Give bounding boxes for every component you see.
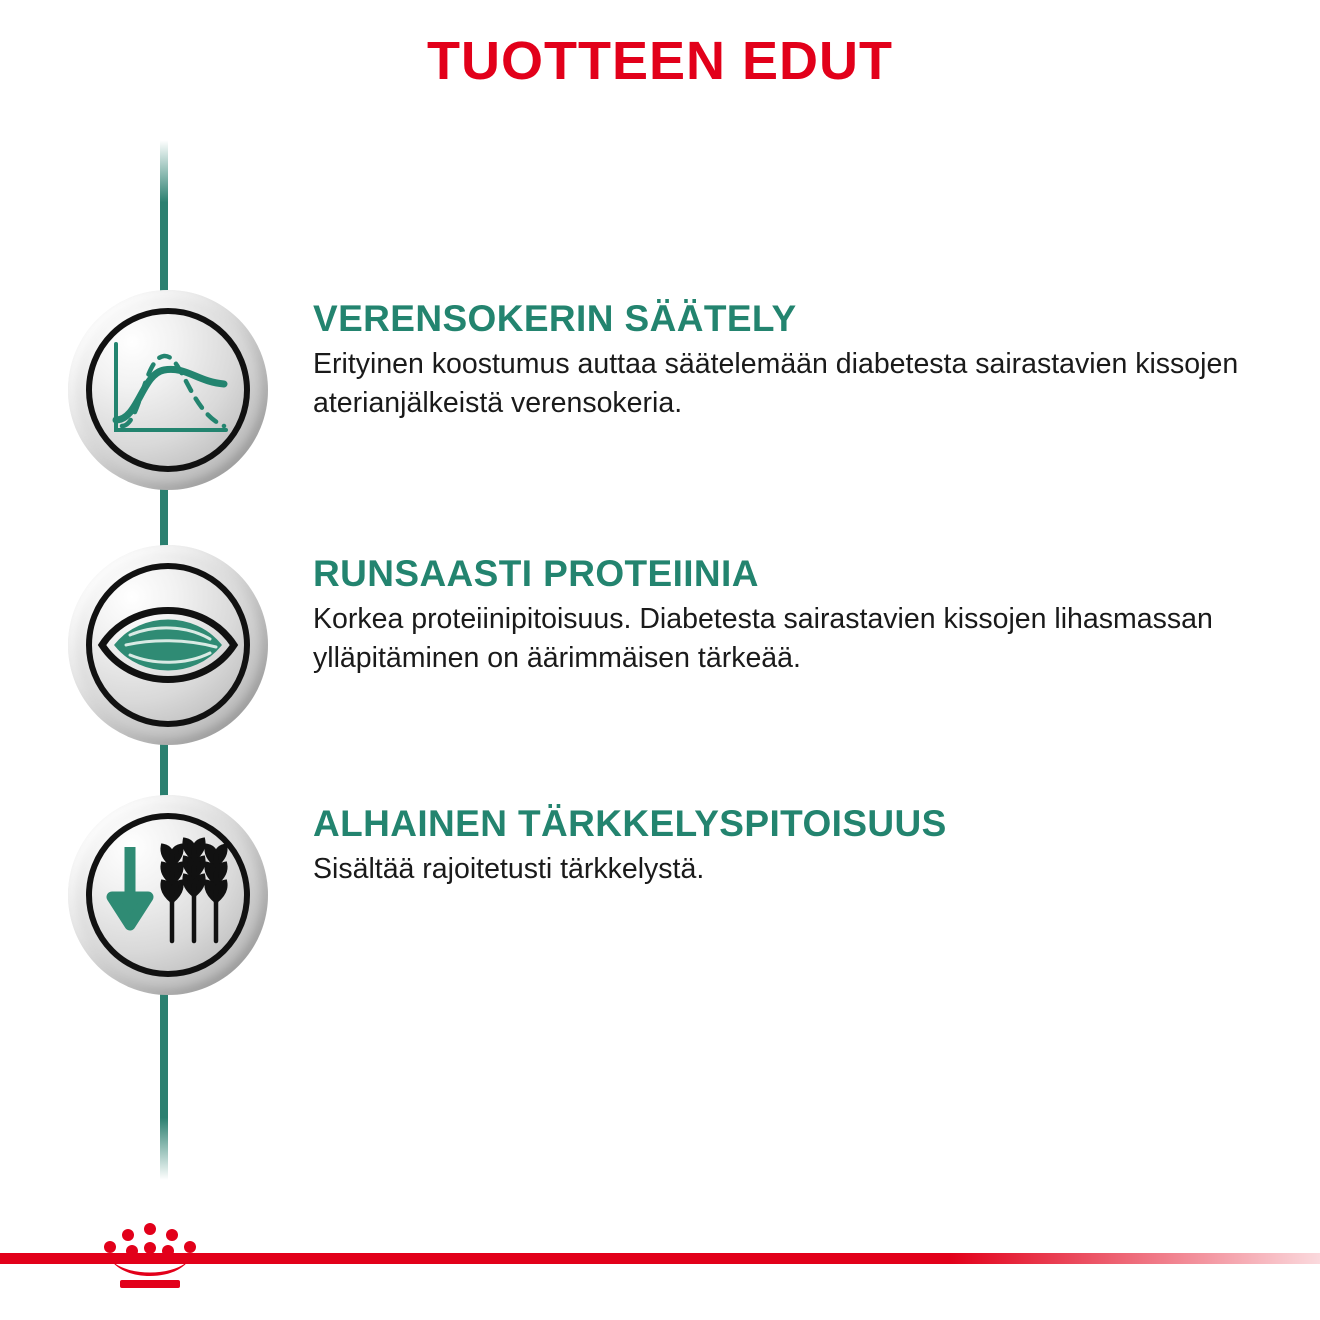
benefit-description: Sisältää rajoitetusti tärkkelystä. — [313, 853, 705, 886]
benefit-icon-wrap — [60, 290, 275, 505]
benefit-text — [275, 290, 1290, 422]
benefit-item — [60, 290, 1290, 505]
page-title: TUOTTEEN EDUT — [427, 31, 893, 91]
benefit-description: Erityinen koostumus auttaa säätelemään diabetesta sairastavien kissojen aterianjälkeistä verensokeria. — [313, 348, 1239, 419]
benefit-text — [275, 545, 1290, 677]
benefit-title: ALHAINEN TÄRKKELYSPITOISUUS — [313, 803, 947, 844]
benefit-item — [60, 795, 1290, 1010]
benefit-icon-wrap — [60, 545, 275, 760]
blood-glucose-curve-icon — [86, 308, 250, 472]
muscle-fiber-icon — [86, 563, 250, 727]
benefit-title: RUNSAASTI PROTEIINIA — [313, 553, 759, 594]
low-starch-wheat-arrow-icon — [86, 813, 250, 977]
benefit-item — [60, 545, 1290, 760]
benefit-icon-wrap — [60, 795, 275, 1010]
benefit-text — [275, 795, 947, 889]
royal-canin-crown-logo — [98, 1222, 202, 1294]
benefit-description: Korkea proteiinipitoisuus. Diabetesta sairastavien kissojen lihasmassan ylläpitäminen on äärimmäisen tärkeää. — [313, 603, 1213, 674]
benefit-title: VERENSOKERIN SÄÄTELY — [313, 298, 797, 339]
